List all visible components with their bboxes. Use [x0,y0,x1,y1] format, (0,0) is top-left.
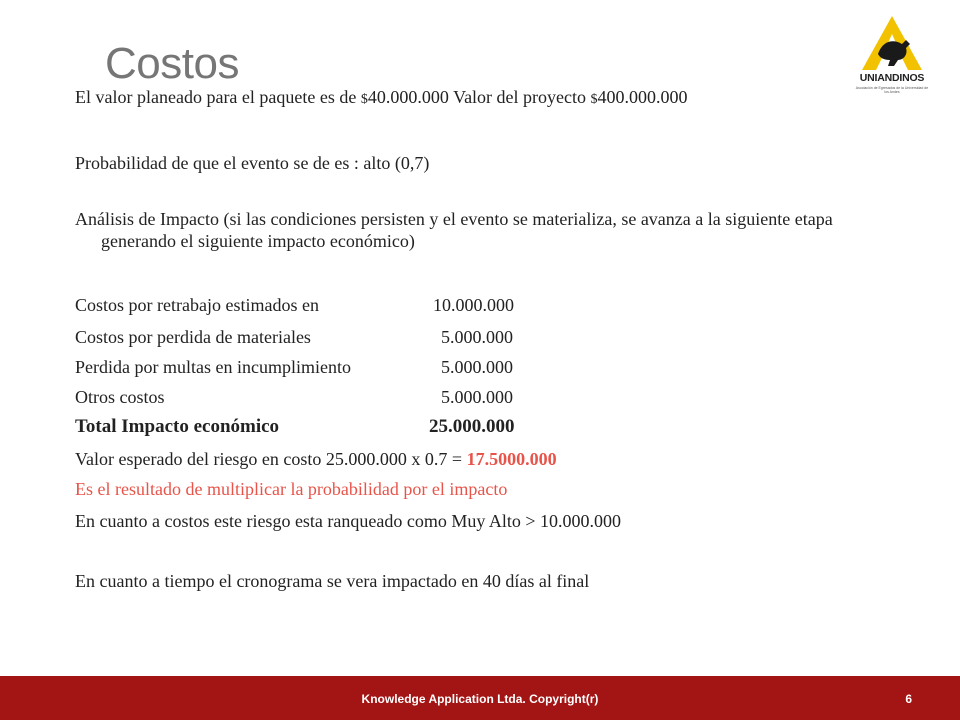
explanation-line: Es el resultado de multiplicar la probabilidad por el impacto [75,479,508,499]
logo-tagline: Asociación de Egresados de la Universidad de los Andes [855,86,929,94]
cost-row-label: Costos por perdida de materiales [75,327,311,347]
cost-row [75,326,513,348]
planned-currency: $ [360,92,368,107]
project-value-label: Valor del proyecto [453,87,587,107]
footer-copyright: Knowledge Application Ltda. Copyright(r) [361,692,599,706]
cost-row-value: 5.000.000 [441,357,513,377]
slide-title: Costos [105,39,239,88]
cost-row-label: Costos por retrabajo estimados en [75,295,319,315]
planned-value: 40.000.000 [367,87,449,107]
uniandinos-logo [852,14,932,106]
logo-wordmark: UNIANDINOS [859,72,925,84]
total-impact-value: 25.000.000 [429,416,515,437]
planned-value-label: El valor planeado para el paquete es de [75,87,357,107]
expected-value-line [75,448,557,470]
cost-row-label: Perdida por multas en incumplimiento [75,357,351,377]
footer-bar [0,676,960,720]
cost-row [75,356,513,378]
impact-analysis-line: Análisis de Impacto (si las condiciones persisten y el evento se materializa, se avanza a la siguiente etapa generando el siguiente impacto económico) [75,209,833,251]
expected-value-result: 17.5000.000 [466,449,557,469]
cost-row [75,294,514,316]
cost-ranking-line: En cuanto a costos este riesgo esta ranqueado como Muy Alto > 10.000.000 [75,511,622,531]
cost-row-label: Otros costos [75,387,165,407]
total-impact-row [75,416,515,438]
cost-row-value: 5.000.000 [441,387,513,407]
cost-row-value: 5.000.000 [441,327,513,347]
uniandinos-logo-icon [858,14,926,72]
probability-line: Probabilidad de que el evento se de es : alto (0,7) [75,153,430,173]
schedule-impact-line: En cuanto a tiempo el cronograma se vera impactado en 40 días al final [75,571,590,591]
cost-row [75,386,513,408]
project-value: 400.000.000 [597,87,688,107]
project-currency: $ [590,92,598,107]
cost-row-value: 10.000.000 [433,295,514,315]
total-impact-label: Total Impacto económico [75,416,280,437]
planned-value-line [75,86,688,111]
page-number: 6 [905,692,912,706]
expected-value-label: Valor esperado del riesgo en costo 25.000.000 x 0.7 = [75,449,463,469]
